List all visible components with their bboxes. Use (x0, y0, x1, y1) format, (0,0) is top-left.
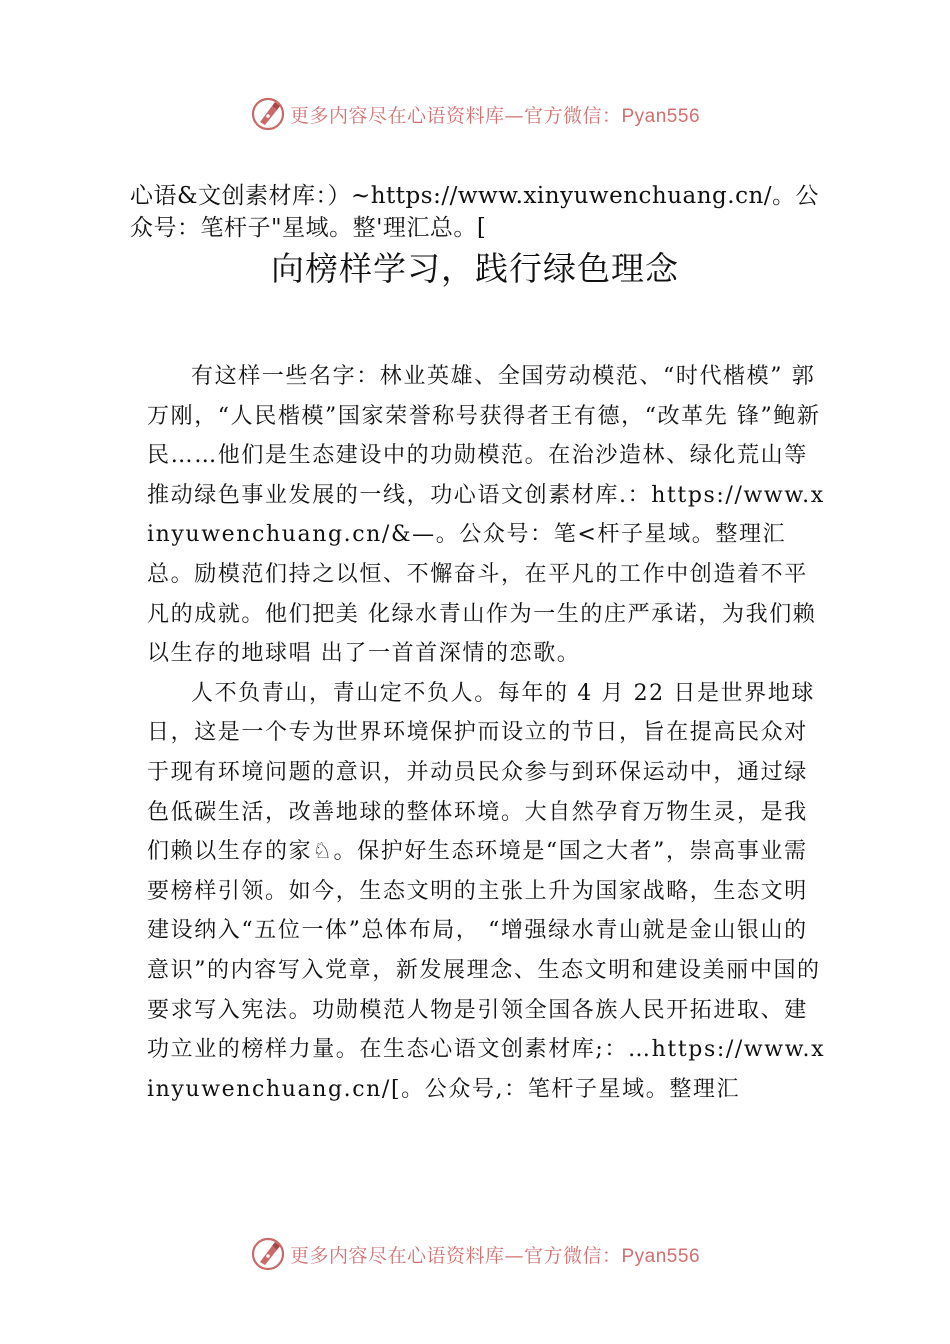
document-title: 向榜样学习，践行绿色理念 (271, 249, 679, 288)
banner-text: 更多内容尽在心语资料库—官方微信：Pyan556 (289, 104, 701, 127)
wechat-id: Pyan556 (621, 1245, 701, 1267)
watermark-line: 心语&文创素材库：）~https://www.xinyuwenchuang.cn/。公众号：笔杆子"星域。整'理汇总。[ (130, 183, 820, 241)
pen-nib-seal-icon (250, 1236, 286, 1272)
document-body (147, 357, 827, 1109)
footer-banner (0, 1232, 950, 1276)
wechat-id: Pyan556 (621, 105, 701, 127)
paragraph: 有这样一些名字：林业英雄、全国劳动模范、“时代楷模” 郭万刚，“人民楷模”国家荣誉称号获得者王有德，“改革先 锋”鲍新民……他们是生态建设中的功勋模范。在治沙造林、绿化荒山等推动绿色事业发展的一线，功心语文创素材库.：https://www.xinyuwenchuang.cn/&—。公众号：笔<杆子星域。整理汇总。励模范们持之以恒、不懈奋斗，在平凡的工作中创造着不平凡的成就。他们把美 化绿水青山作为一生的庄严承诺，为我们赖以生存的地球唱 出了一首首深情的恋歌。 (147, 364, 825, 667)
pen-nib-seal-icon (250, 96, 286, 132)
header-banner (0, 92, 950, 136)
paragraph: 人不负青山，青山定不负人。每年的 4 月 22 日是世界地球日，这是一个专为世界环境保护而设立的节日，旨在提高民众对于现有环境问题的意识，并动员民众参与到环保运动中，通过绿色低碳生活，改善地球的整体环境。大自然孕育万物生灵，是我们赖以生存的家♘。保护好生态环境是“国之大者”，崇高事业需要榜样引领。如今，生态文明的主张上升为国家战略，生态文明建设纳入“五位一体”总体布局， “增强绿水青山就是金山银山的意识”的内容写入党章，新发展理念、生态文明和建设美丽中国的要求写入宪法。功勋模范人物是引领全国各族人民开拓进取、建功立业的榜样力量。在生态心语文创素材库;：…https://www.xinyuwenchuang.cn/[。公众号,：笔杆子星域。整理汇 (147, 680, 826, 1102)
banner-text: 更多内容尽在心语资料库—官方微信：Pyan556 (289, 1244, 701, 1267)
